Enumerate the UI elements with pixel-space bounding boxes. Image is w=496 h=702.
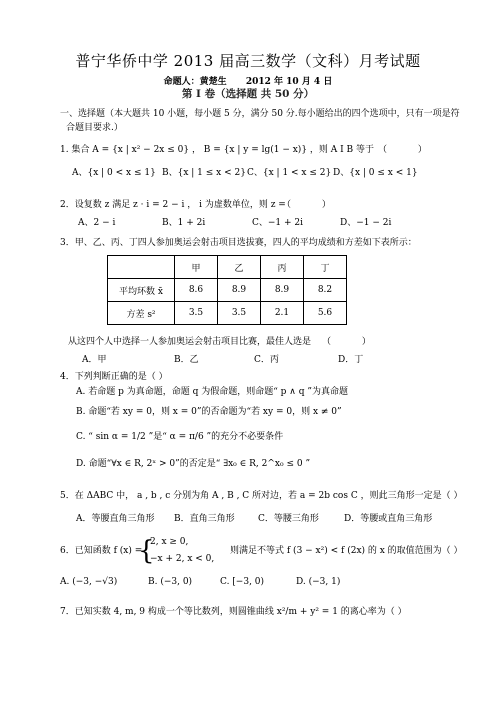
table-row	[108, 256, 347, 279]
q5-option-a: A．等腰直角三角形	[76, 514, 155, 524]
table-header-cell: 丁	[304, 256, 347, 279]
q2-option-d: D、−1 − 2i	[340, 218, 392, 228]
table-cell: 3.5	[218, 302, 261, 325]
q4-stem: 4．下列判断正确的是（ ）	[60, 372, 168, 382]
q1-option-d: D、{x | 0 ≤ x < 1}	[333, 168, 418, 178]
q6-case-1: 2, x ≥ 0,	[150, 537, 189, 547]
table-cell: 8.2	[304, 279, 347, 302]
q4-option-c: C. “ sin α = 1/2 ”是“ α = π/6 ”的充分不必要条件	[76, 432, 284, 442]
q5-option-c: C．等腰三角形	[258, 514, 319, 524]
q2-paren: （ ）	[282, 200, 345, 210]
section-heading: 第 I 卷（选择题 共 50 分）	[181, 88, 315, 100]
q1-option-c: C、{x | 1 < x ≤ 2}	[247, 168, 332, 178]
q5-stem: 5．在 ΔABC 中， a , b , c 分别为角 A , B , C 所对边，若 a = 2b cos C ，则此三角形一定是（ ）	[60, 491, 463, 501]
q6-option-d: D. (−3, 1)	[296, 577, 341, 587]
table-row	[108, 279, 347, 302]
q6-case-2: −x + 2, x < 0,	[150, 554, 215, 564]
date: 2012 年 10 月 4 日	[245, 77, 333, 87]
exam-title: 普宁华侨中学 2013 届高三数学（文科）月考试题	[75, 52, 421, 70]
q1-stem: 1. 集合 A = {x | x² − 2x ≤ 0} ， B = {x | y = lg(1 − x)} ，则 A I B 等于	[60, 145, 375, 155]
q3-stem: 3．甲、乙、丙、丁四人参加奥运会射击项目选拔赛，四人的平均成绩和方差如下表所示：	[60, 238, 417, 248]
q7-stem: 7．已知实数 4, m, 9 构成一个等比数列，则圆锥曲线 x²/m + y² = 1 的离心率为（ ）	[60, 607, 407, 617]
q6-option-b: B. (−3, 0)	[148, 577, 193, 587]
table-cell: 平均环数 x̄	[108, 279, 175, 302]
q6-option-c: C. [−3, 0)	[220, 577, 265, 587]
q5-option-b: B．直角三角形	[174, 514, 235, 524]
q3-follow: 从这四个人中选择一人参加奥运会射击项目比赛，最佳人选是	[68, 337, 312, 347]
table-cell: 2.1	[261, 302, 304, 325]
table-header-cell: 乙	[218, 256, 261, 279]
q2-option-b: B、1 + 2i	[162, 218, 206, 228]
q2-stem: 2．设复数 z 满足 z · i = 2 − i ， i 为虚数单位，则 z =	[60, 200, 286, 210]
table-header-cell: 甲	[175, 256, 218, 279]
table-cell: 5.6	[304, 302, 347, 325]
q3-option-b: B．乙	[174, 355, 199, 365]
table-cell: 3.5	[175, 302, 218, 325]
intro-line-1: 一、选择题（本大题共 10 小题，每小题 5 分，满分 50 分.每小题给出的四个选项中，只有一项是符	[60, 109, 460, 119]
table-cell: 8.9	[261, 279, 304, 302]
q6-prefix: 6．已知函数 f (x) =	[60, 546, 143, 556]
q3-paren: （ ）	[322, 337, 385, 347]
table-cell: 方差 s²	[108, 302, 175, 325]
q4-option-d: D. 命题“∀x ∈ R, 2ˣ > 0”的否定是“ ∃x₀ ∈ R, 2^x₀ ≤ 0 ”	[76, 459, 311, 469]
q4-option-a: A. 若命题 p 为真命题，命题 q 为假命题，则命题“ p ∧ q ”为真命题	[76, 387, 348, 397]
q4-option-b: B. 命题“若 xy = 0，则 x = 0”的否命题为“若 xy = 0，则 x ≠ 0”	[76, 407, 342, 417]
q1-option-a: A、{x | 0 < x ≤ 1}	[72, 168, 156, 178]
table-cell: 8.6	[175, 279, 218, 302]
q3-option-d: D．丁	[338, 355, 364, 365]
brace-icon: {	[138, 536, 155, 566]
q3-option-c: C．丙	[254, 355, 279, 365]
score-table	[107, 255, 347, 325]
author: 命题人：黄楚生	[163, 77, 227, 87]
table-header-cell	[108, 256, 175, 279]
q3-option-a: A．甲	[82, 355, 107, 365]
q1-option-b: B、{x | 1 ≤ x < 2}	[162, 168, 246, 178]
table-cell: 8.9	[218, 279, 261, 302]
q6-option-a: A. (−3, −√3)	[60, 577, 118, 587]
q6-suffix: 则满足不等式 f (3 − x²) < f (2x) 的 x 的取值范围为（ ）	[230, 546, 463, 556]
table-header-cell: 丙	[261, 256, 304, 279]
intro-line-2: 合题目要求.）	[66, 123, 123, 133]
table-row	[108, 302, 347, 325]
q2-option-c: C、−1 + 2i	[252, 218, 304, 228]
q1-paren: （ ）	[378, 145, 441, 155]
q2-option-a: A、2 − i	[78, 218, 116, 228]
q5-option-d: D．等腰或直角三角形	[344, 514, 433, 524]
